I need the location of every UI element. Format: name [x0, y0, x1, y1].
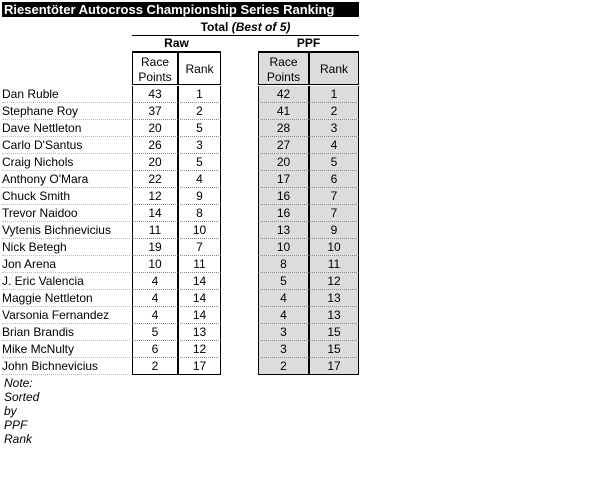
driver-name: Brian Brandis — [2, 324, 130, 341]
ppf-race-points-cell: 20 — [258, 154, 309, 171]
ppf-rank-cell: 3 — [309, 120, 359, 137]
ppf-rank-cell: 13 — [309, 290, 359, 307]
raw-race-points-cell: 14 — [132, 205, 178, 222]
driver-name: Jon Arena — [2, 256, 130, 273]
ppf-rank-cell: 10 — [309, 239, 359, 256]
driver-name: John Bichnevicius — [2, 358, 130, 375]
raw-race-points-cell: 6 — [132, 341, 178, 358]
ppf-race-points-cell: 4 — [258, 290, 309, 307]
raw-race-points-cell: 22 — [132, 171, 178, 188]
col-raw-rank-label: Rank — [185, 62, 214, 76]
ppf-rank-cell: 7 — [309, 188, 359, 205]
driver-name: Stephane Roy — [2, 103, 130, 120]
ppf-race-points-cell: 28 — [258, 120, 309, 137]
raw-race-points-cell: 19 — [132, 239, 178, 256]
raw-rank-cell: 12 — [178, 341, 221, 358]
group-raw-header: Raw — [132, 36, 221, 52]
driver-name: Maggie Nettleton — [2, 290, 130, 307]
sheet-title: Riesentöter Autocross Championship Series Ranking — [2, 2, 359, 17]
best-of-label: (Best of 5) — [231, 20, 291, 34]
raw-rank-cell: 5 — [178, 120, 221, 137]
raw-race-points-cell: 12 — [132, 188, 178, 205]
raw-race-points-cell: 11 — [132, 222, 178, 239]
ppf-race-points-cell: 16 — [258, 205, 309, 222]
col-raw-race-points-line2: Points — [138, 70, 172, 84]
driver-name: Dave Nettleton — [2, 120, 130, 137]
ppf-rank-cell: 17 — [309, 358, 359, 375]
ppf-rank-cell: 9 — [309, 222, 359, 239]
ppf-race-points-cell: 4 — [258, 307, 309, 324]
ppf-rank-cell: 2 — [309, 103, 359, 120]
raw-race-points-cell: 4 — [132, 290, 178, 307]
ppf-race-points-cell: 27 — [258, 137, 309, 154]
raw-rank-cell: 3 — [178, 137, 221, 154]
total-label: Total — [200, 20, 229, 34]
ppf-rank-cell: 1 — [309, 86, 359, 103]
raw-rank-cell: 4 — [178, 171, 221, 188]
ppf-race-points-cell: 42 — [258, 86, 309, 103]
raw-rank-cell: 13 — [178, 324, 221, 341]
col-ppf-rank-label: Rank — [319, 62, 348, 76]
col-ppf-race-points-line1: Race — [269, 55, 298, 69]
driver-name: Chuck Smith — [2, 188, 130, 205]
driver-name: J. Eric Valencia — [2, 273, 130, 290]
driver-name: Varsonia Fernandez — [2, 307, 130, 324]
driver-name: Dan Ruble — [2, 86, 130, 103]
ppf-rank-cell: 15 — [309, 341, 359, 358]
raw-rank-cell: 8 — [178, 205, 221, 222]
col-ppf-race-points — [258, 52, 309, 85]
raw-race-points-cell: 4 — [132, 273, 178, 290]
raw-race-points-cell: 5 — [132, 324, 178, 341]
raw-rank-cell: 5 — [178, 154, 221, 171]
col-raw-rank — [178, 52, 221, 85]
raw-rank-cell: 11 — [178, 256, 221, 273]
ppf-race-points-cell: 13 — [258, 222, 309, 239]
ppf-rank-cell: 4 — [309, 137, 359, 154]
driver-name: Mike McNulty — [2, 341, 130, 358]
col-ppf-race-points-line2: Points — [266, 70, 301, 84]
ppf-race-points-cell: 8 — [258, 256, 309, 273]
driver-name: Craig Nichols — [2, 154, 130, 171]
ppf-race-points-cell: 16 — [258, 188, 309, 205]
raw-race-points-cell: 4 — [132, 307, 178, 324]
ppf-rank-cell: 15 — [309, 324, 359, 341]
driver-name: Nick Betegh — [2, 239, 130, 256]
col-ppf-rank — [309, 52, 359, 85]
sort-note: Note: Sorted by PPF Rank — [4, 376, 40, 446]
raw-race-points-cell: 10 — [132, 256, 178, 273]
ppf-race-points-cell: 5 — [258, 273, 309, 290]
col-raw-race-points — [132, 52, 178, 85]
raw-rank-cell: 14 — [178, 307, 221, 324]
ppf-rank-cell: 7 — [309, 205, 359, 222]
driver-name: Vytenis Bichnevicius — [2, 222, 130, 239]
driver-name: Carlo D'Santus — [2, 137, 130, 154]
ppf-rank-cell: 6 — [309, 171, 359, 188]
ppf-rank-cell: 5 — [309, 154, 359, 171]
driver-name: Trevor Naidoo — [2, 205, 130, 222]
raw-rank-cell: 10 — [178, 222, 221, 239]
ppf-rank-cell: 12 — [309, 273, 359, 290]
col-raw-race-points-line1: Race — [140, 55, 169, 69]
raw-rank-cell: 2 — [178, 103, 221, 120]
ppf-rank-cell: 11 — [309, 256, 359, 273]
raw-race-points-cell: 37 — [132, 103, 178, 120]
ppf-race-points-cell: 2 — [258, 358, 309, 375]
ppf-rank-cell: 13 — [309, 307, 359, 324]
group-ppf-header: PPF — [258, 36, 359, 52]
raw-race-points-cell: 26 — [132, 137, 178, 154]
raw-rank-cell: 9 — [178, 188, 221, 205]
driver-name: Anthony O'Mara — [2, 171, 130, 188]
raw-rank-cell: 14 — [178, 290, 221, 307]
raw-rank-cell: 1 — [178, 86, 221, 103]
raw-rank-cell: 17 — [178, 358, 221, 375]
ppf-race-points-cell: 10 — [258, 239, 309, 256]
raw-race-points-cell: 20 — [132, 154, 178, 171]
ppf-race-points-cell: 3 — [258, 324, 309, 341]
raw-race-points-cell: 20 — [132, 120, 178, 137]
raw-race-points-cell: 43 — [132, 86, 178, 103]
ppf-race-points-cell: 41 — [258, 103, 309, 120]
raw-rank-cell: 14 — [178, 273, 221, 290]
raw-race-points-cell: 2 — [132, 358, 178, 375]
total-header — [132, 19, 359, 36]
ppf-race-points-cell: 3 — [258, 341, 309, 358]
raw-rank-cell: 7 — [178, 239, 221, 256]
ppf-race-points-cell: 17 — [258, 171, 309, 188]
